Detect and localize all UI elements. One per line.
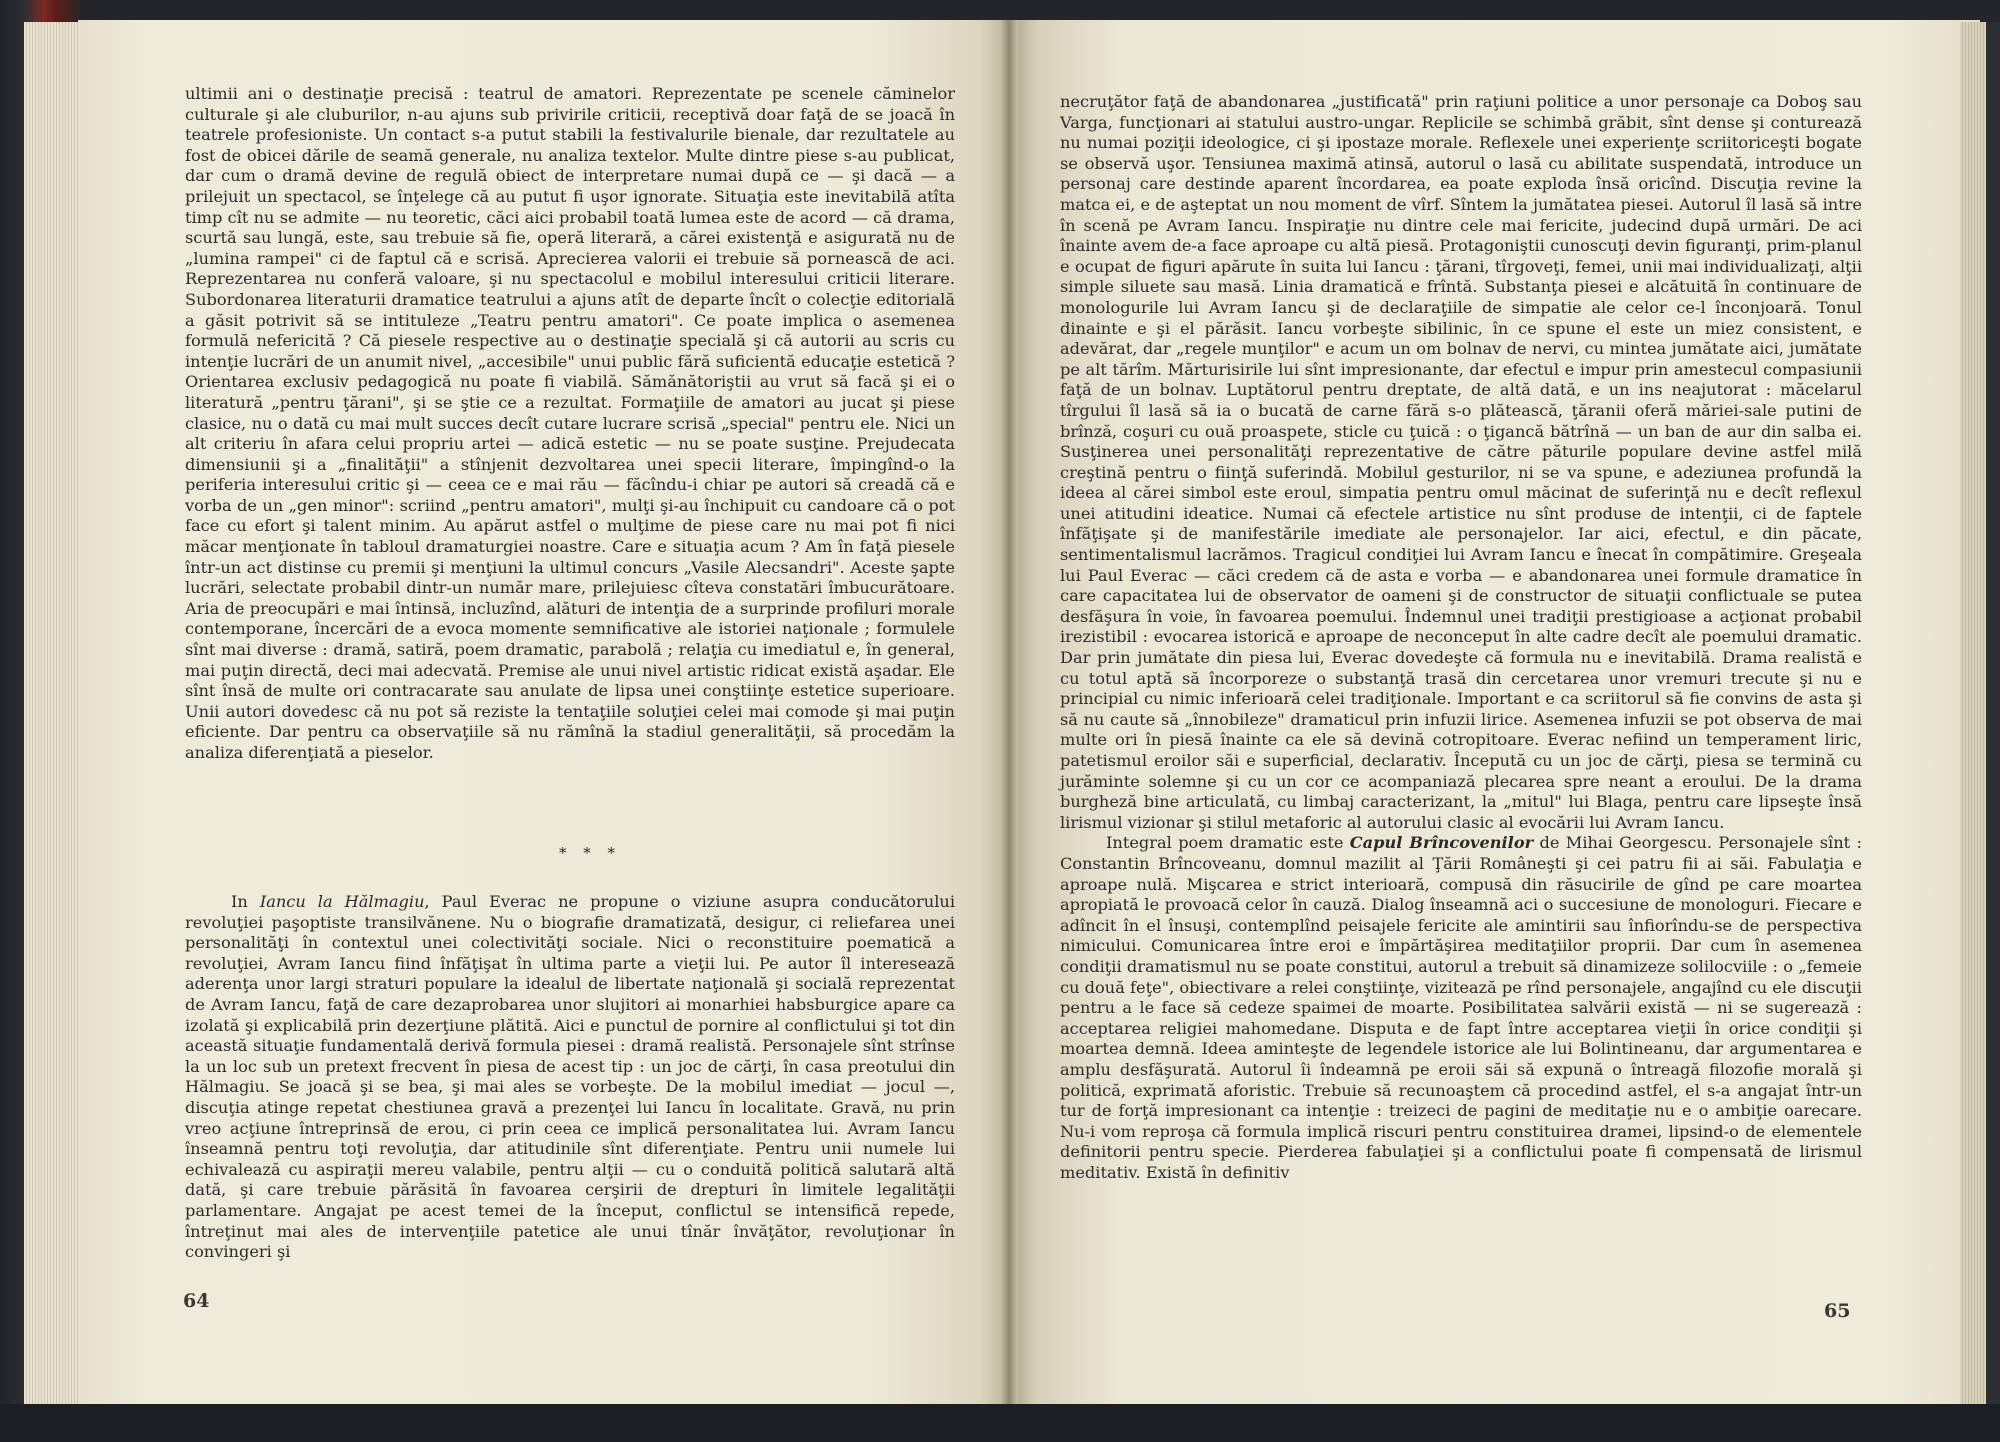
right-page-text-block [1060, 92, 1862, 1183]
right-paragraph-2 [1060, 833, 1862, 1183]
book-cover-bottom [0, 1404, 2000, 1442]
left-paragraph-2-body: , Paul Everac ne propune o viziune asupra conducătorului revoluţiei paşoptiste transilvănene. Nu o biografie dramatizată, desigur, ci reliefarea unei personalităţi în contextul unei colectivităţi sociale. Nici o reconstituire poematică a revoluţiei, Avram Iancu fiind înfăţişat în ultima parte a vieţii lui. Pe autor îl interesează aderenţa unor largi straturi populare la idealul de libertate naţională şi socială reprezentat de Avram Iancu, faţă de care dezaprobarea unor slujitori ai monarhiei habsburgice apare ca izolată şi explicabilă prin dezerţiune plătită. Aici e punctul de pornire al conflictului şi tot din această situaţie fundamentală derivă formula piesei : dramă realistă. Personajele sînt strînse la un loc sub un pretext frecvent în piesa de acest tip : un joc de cărţi, în casa preotului din Hălmagiu. Se joacă şi se bea, şi mai ales se vorbeşte. De la mobilul imediat — jocul —, discuţia atinge repetat chestiunea gravă a prezenţei lui Iancu în localitate. Gravă, nu prin vreo acţiune întreprinsă de erou, ci prin ceea ce implică personalitatea lui. Avram Iancu înseamnă pentru toţi revoluţia, dar atitudinile sînt diferenţiate. Pentru unii numele lui echivalează cu aspiraţii mereu valabile, pentru alţii — cu o conduită politică salutară altă dată, şi care trebuie părăsită în favoarea cerşirii de drepturi în limitele legalităţii parlamentare. Angajat pe acest temei de la început, conflictul se intensifică repede, întreţinut mai ales de intervenţiile patetice ale unui tînăr învăţător, revoluţionar în convingeri şi [185, 892, 955, 1262]
right-paragraph-1: necruţător faţă de abandonarea „justificată" prin raţiuni politice a unor personaje ca Doboş sau Varga, funcţionari ai statului austro-ungar. Replicile se schimbă grăbit, sînt dense şi conturează nu numai poziţii ideologice, ci şi ipostaze morale. Reflexele unei experienţe scriitoriceşti bogate se observă uşor. Tensiunea maximă atinsă, autorul o lasă cu abilitate suspendată, introduce un personaj care destinde aparent încordarea, ea poate exploda însă oricînd. Discuţia revine la matca ei, e de aşteptat un nou moment de vîrf. Sîntem la jumătatea piesei. Autorul îl lasă să intre în scenă pe Avram Iancu. Inspiraţie nu dintre cele mai fericite, judecind după urmări. De aci înainte avem de-a face aproape cu altă piesă. Protagoniştii cunoscuţi devin figuranţi, prim-planul e ocupat de figuri apărute în suita lui Iancu : ţărani, tîrgoveţi, femei, unii mai individualizaţi, alţii simple siluete sau masă. Linia dramatică e frîntă. Substanţa piesei e alcătuită în continuare de monologurile lui Avram Iancu şi de declaraţiile de simpatie ale celor ce-l înconjoară. Tonul dinainte e şi el părăsit. Iancu vorbeşte sibilinic, în ce spune el este un miez consistent, e adevărat, dar „regele munţilor" e acum un om bolnav de nervi, cu mintea jumătate aici, jumătate pe alt tărîm. Mărturisirile lui sînt impresionante, dar efectul e impur prin amestecul compasiunii faţă de un bolnav. Luptătorul pentru dreptate, de altă dată, e un ins neajutorat : măcelarul tîrgului îl lasă să ia o bucată de carne fără s-o plătească, ţăranii oferă măriei-sale putini de brînză, coşuri cu ouă proaspete, sticle cu ţuică : o ţigancă bătrînă — un ban de aur din salba ei. Susţinerea unei personalităţi reprezentative de către păturile populare devine astfel milă creştină pentru o fiinţă suferindă. Mobilul gesturilor, ni se va spune, e adeziunea profundă la ideea al cărei simbol este eroul, simpatia pentru omul măcinat de suferinţă nu e decît reflexul unei atitudini ideatice. Numai că efectele artistice nu sînt produse de intenţii, ci de faptele înfăţişate şi de manifestările imediate ale personajelor. Iar aici, efectul, e din păcate, sentimentalismul lacrămos. Tragicul condiţiei lui Avram Iancu e înecat în compătimire. Greşeala lui Paul Everac — căci credem că de asta e vorba — e abandonarea unei formule dramatice în care capacitatea lui de observator de oameni şi de constructor de situaţii conflictuale se putea desfăşura în voie, în favoarea poemului. Îndemnul unei tradiţii prestigioase a acţionat probabil irezistibil : evocarea istorică e aproape de neconceput în alte cadre decît ale poemului dramatic. Dar prin jumătate din piesa lui, Everac dovedeşte că formula nu e inevitabilă. Drama realistă e cu totul aptă să încorporeze o substanţă trasă din cercetarea unor vremuri trecute şi nu e principial cu nimic inferioară celei tradiţionale. Important e ca scriitorul să fie convins de asta şi să nu caute să „înnobileze" dramaticul prin infuzii lirice. Asemenea infuzii se pot observa de mai multe ori în piesă înainte ca ele să devină cotropitoare. Everac nefiind un temperament liric, patetismul eroilor săi e superficial, declarativ. Începută cu un joc de cărţi, piesa se termină cu jurăminte solemne şi cu un cor ce acompaniază plecarea spre neant a eroului. De la drama burgheză bine articulată, cu limbaj caracterizant, la „mitul" lui Blaga, pentru care lipseşte însă lirismul vizionar şi stilul metaforic al autorului clasic al evocării lui Avram Iancu. [1060, 92, 1862, 832]
left-paragraph-2 [185, 892, 955, 1263]
play-title-iancu: Iancu la Hălmagiu [259, 892, 425, 911]
left-page-text-block-1 [185, 84, 955, 764]
left-paragraph-1: ultimii ani o destinaţie precisă : teatrul de amatori. Reprezentate pe scenele căminelor culturale şi ale cluburilor, n-au ajuns sub privirile criticii, receptivă doar faţă de se joacă în teatrele profesioniste. Un contact s-a putut stabili la festivalurile bienale, dar rezultatele au fost de obicei dările de seamă generale, nu analiza textelor. Multe dintre piese s-au publicat, dar cum o dramă devine de regulă obiect de interpretare numai după ce — şi dacă — a prilejuit un spectacol, se înţelege că au putut fi uşor ignorate. Situaţia este inevitabilă atîta timp cît nu se admite — nu teoretic, căci aici probabil toată lumea este de acord — că drama, scurtă sau lungă, este, sau trebuie să fie, operă literară, a cărei existenţă e asigurată nu de „lumina rampei" ci de faptul că e scrisă. Aprecierea valorii ei trebuie să pornească de aci. Reprezentarea nu conferă valoare, şi nu spectacolul e mobilul interesului criticii literare. Subordonarea literaturii dramatice teatrului a ajuns atît de departe încît o colecţie editorială a găsit potrivit să se intituleze „Teatru pentru amatori". Ce poate implica o asemenea formulă nefericită ? Că piesele respective au o destinaţie specială şi că autorii au scris cu intenţie lucrări de un anumit nivel, „accesibile" unui public fără suficientă educaţie estetică ? Orientarea exclusiv pedagogică nu poate fi viabilă. Sămănătoriştii au vrut să facă şi ei o literatură „pentru ţărani", şi se ştie ce a rezultat. Formaţiile de amatori au jucat şi piese clasice, nu o dată cu mai mult succes decît cutare lucrare scrisă „special" pentru ele. Nici un alt criteriu în afara celui propriu artei — adică estetic — nu se poate susţine. Prejudecata dimensiunii şi a „finalităţii" a stînjenit dezvoltarea unei specii literare, împingînd-o la periferia interesului critic şi — ceea ce e mai rău — făcîndu-i chiar pe autori să creadă că e vorba de un „gen minor": scriind „pentru amatori", mulţi şi-au închipuit cu candoare că o pot face cu efort şi talent minim. Au apărut astfel o mulţime de piese care nu mai pot fi nici măcar menţionate în tabloul dramaturgiei noastre. Care e situaţia acum ? Am în faţă piesele într-un act distinse cu premii şi menţiuni la ultimul concurs „Vasile Alecsandri". Aceste şapte lucrări, selectate probabil dintr-un număr mare, prilejuiesc cîteva constatări îmbucurătoare. Aria de preocupări e mai întinsă, incluzînd, alături de intenţia de a surprinde profiluri morale contemporane, încercări de a evoca momente semnificative ale istoriei naţionale ; formulele sînt mai diverse : dramă, satiră, poem dramatic, parabolă ; relaţia cu imediatul e, în general, mai puţin directă, deci mai adecvată. Premise ale unui nivel artistic ridicat există aşadar. Ele sînt însă de multe ori contracarate sau anulate de lipsa unei conştiinţe estetice superioare. Unii autori dovedesc că nu pot să reziste la tentaţiile soluţiei celei mai comode şi mai puţin eficiente. Dar pentru ca observaţiile să nu rămînă la stadiul generalităţii, să procedăm la analiza diferenţiată a pieselor. [185, 84, 955, 762]
left-page-text-block-2 [185, 892, 955, 1263]
book-gutter [1000, 20, 1018, 1404]
left-page-number: 64 [183, 1290, 210, 1312]
left-paragraph-2-lead: In [231, 892, 260, 911]
play-title-capul: Capul Brîncovenilor [1349, 833, 1534, 853]
book-cover-top [0, 0, 2000, 22]
right-paragraph-2-lead: Integral poem dramatic este [1106, 833, 1350, 853]
page-stack-right [1960, 22, 2000, 1404]
page-stack-left [24, 22, 82, 1404]
right-page-number: 65 [1824, 1300, 1851, 1322]
section-separator: * * * [558, 844, 622, 862]
right-paragraph-2-body: de Mihai Georgescu. Personajele sînt : Constantin Brîncoveanu, domnul mazilit al Ţării Româneşti şi cei patru fii ai săi. Fabulaţia e aproape nulă. Mişcarea e strict interioară, compusă din răsucirile de gînd pe care moartea apropiată le provoacă celor în cauză. Dialog înseamnă aci o succesiune de monologuri. Fiecare e adîncit în el însuşi, contemplînd peisajele fericite ale amintirii sau înfiorîndu-se de perspectiva nimicului. Comunicarea între eroi e împărtăşirea meditaţiilor proprii. Dar cum în asemenea condiţii dramatismul nu se poate constitui, autorul a trebuit să dinamizeze solilocviile : o „femeie cu două feţe", obiectivare a relei conştiinţe, vizitează pe rînd personajele, angajînd cu ele discuţii pentru a le face să cedeze spaimei de moarte. Posibilitatea salvării există — ni se sugerează : acceptarea religiei mahomedane. Disputa e de fapt între acceptarea vieţii în orice condiţii şi moartea demnă. Ideea aminteşte de legendele istorice ale lui Bolintineanu, dar argumentarea e amplu desfăşurată. Autorul îi îndeamnă pe eroii săi să expună o întreagă filozofie morală şi politică, exprimată aforistic. Trebuie să recunoaştem că procedind astfel, el s-a angajat într-un tur de forţă impresionant ca intenţie : treizeci de pagini de meditaţie nu e o ambiţie oarecare. Nu-i vom reproşa că formula implică riscuri pentru constituirea dramei, lipsind-o de elementele definitorii pentru specie. Pierderea fabulaţiei şi a conflictului poate fi compensată de lirismul meditativ. Există în definitiv [1060, 833, 1862, 1182]
